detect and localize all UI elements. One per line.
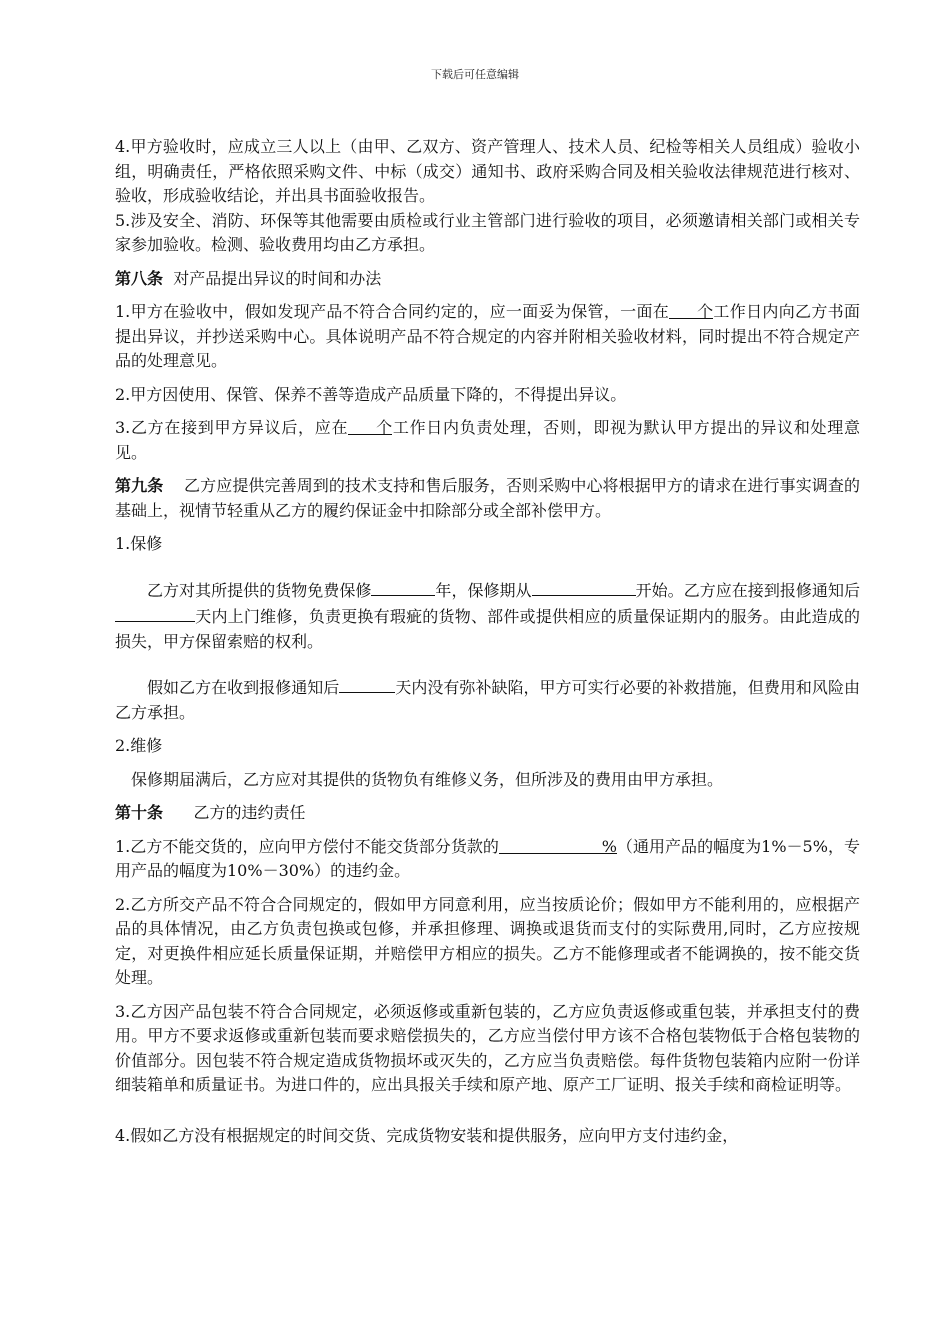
article-text: 乙方应提供完善周到的技术支持和售后服务，否则采购中心将根据甲方的请求在进行事实调查的基础上，视情节轻重从乙方的履约保证金中扣除部分或全部补偿甲方。	[115, 476, 860, 520]
clause-9-2-title: 2.维修	[115, 736, 163, 755]
clause-10-2: 2.乙方所交产品不符合合同规定的，假如甲方同意利用，应当按质论价；假如甲方不能利用的，应根据产品的具体情况，由乙方负责包换或包修，并承担修理、调换或退货而支付的实际费用,同时，乙方应按规定，对更换件相应延长质量保证期，并赔偿甲方相应的损失。乙方不能修理或者不能调换的，按不能交货处理。	[115, 894, 860, 987]
clause-text: 年，保修期从	[435, 580, 532, 600]
clause-text: （通用产品的幅度为1%－5%，专用产品的幅度为10%－30%）的违约金。	[115, 836, 860, 880]
fill-blank-percent: %	[499, 835, 617, 854]
clause-text: 工作日内负责处理，否则，即视为默认甲方提出的异议和处理意见。	[115, 418, 860, 462]
clause-text: 1.乙方不能交货的，应向甲方偿付不能交货部分货款的	[115, 836, 499, 856]
clause-10-4: 4.假如乙方没有根据规定的时间交货、完成货物安装和提供服务，应向甲方支付违约金，	[115, 1125, 739, 1145]
document-body	[115, 135, 860, 1148]
article-title: 对产品提出异议的时间和办法	[173, 268, 382, 288]
fill-blank-days: 个	[348, 416, 392, 435]
clause-text: 乙方对其所提供的货物免费保修	[147, 580, 372, 600]
clause-text: 天内上门维修，负责更换有瑕疵的货物、部件或提供相应的质量保证期内的服务。由此造成的损失，甲方保留索赔的权利。	[115, 607, 860, 651]
clause-7-5: 5.涉及安全、消防、环保等其他需要由质检或行业主管部门进行验收的项目，必须邀请相关部门或相关专家参加验收。检测、验收费用均由乙方承担。	[115, 210, 860, 254]
page-header: 下载后可任意编辑	[431, 68, 519, 81]
clause-8-3	[115, 416, 860, 465]
fill-blank-days	[339, 674, 395, 693]
clause-7-4: 4.甲方验收时，应成立三人以上（由甲、乙双方、资产管理人、技术人员、纪检等相关人员组成）验收小组，明确责任，严格依照采购文件、中标（成交）通知书、政府采购合同及相关验收法律规范进行核对、验收，形成验收结论，并出具书面验收报告。	[115, 137, 860, 205]
clause-10-1	[115, 835, 860, 884]
clause-10-3: 3.乙方因产品包装不符合合同规定，必须返修或重新包装的，乙方应负责返修或重包装，并承担支付的费用。甲方不要求返修或重新包装而要求赔偿损失的，乙方应当偿付甲方该不合格包装物低于合格包装物的价值部分。因包装不符合规定造成货物损坏或灭失的，乙方应当负责赔偿。每件货物包装箱内应附一份详细装箱单和质量证书。为进口件的，应出具报关手续和原产地、原产工厂证明、报关手续和商检证明等。	[115, 1001, 860, 1094]
clause-9-1-title: 1.保修	[115, 534, 163, 553]
article-9	[115, 474, 860, 523]
fill-blank-days: 个	[669, 300, 713, 319]
clause-9-1-remedy	[115, 674, 860, 725]
fill-blank-start-date	[532, 577, 636, 596]
clause-text: 假如乙方在收到报修通知后	[147, 678, 340, 697]
clause-8-2: 2.甲方因使用、保管、保养不善等造成产品质量下降的，不得提出异议。	[115, 384, 627, 404]
fill-blank-years	[371, 577, 435, 596]
clause-text: 3.乙方在接到甲方异议后，应在	[115, 418, 349, 437]
clause-8-1	[115, 300, 860, 374]
article-8-heading	[115, 267, 860, 292]
article-label: 第九条	[115, 476, 164, 495]
article-10-heading	[115, 801, 860, 826]
article-title: 乙方的违约责任	[193, 803, 306, 822]
clause-9-2-body: 保修期届满后，乙方应对其提供的货物负有维修义务，但所涉及的费用由甲方承担。	[131, 769, 724, 789]
clause-9-1-body	[115, 577, 860, 655]
clause-text: 工作日内向乙方书面提出异议，并抄送采购中心。具体说明产品不符合规定的内容并附相关验收材料，同时提出不符合规定产品的处理意见。	[115, 302, 860, 370]
fill-blank-days	[115, 603, 195, 622]
clause-text: 开始。乙方应在接到报修通知后	[635, 580, 860, 600]
clause-text: 天内没有弥补缺陷，甲方可实行必要的补救措施，但费用和风险由乙方承担。	[115, 678, 860, 722]
clause-text: 1.甲方在验收中，假如发现产品不符合合同约定的，应一面妥为保管，一面在	[115, 302, 670, 321]
article-label: 第十条	[115, 803, 164, 822]
article-label: 第八条	[115, 268, 164, 288]
